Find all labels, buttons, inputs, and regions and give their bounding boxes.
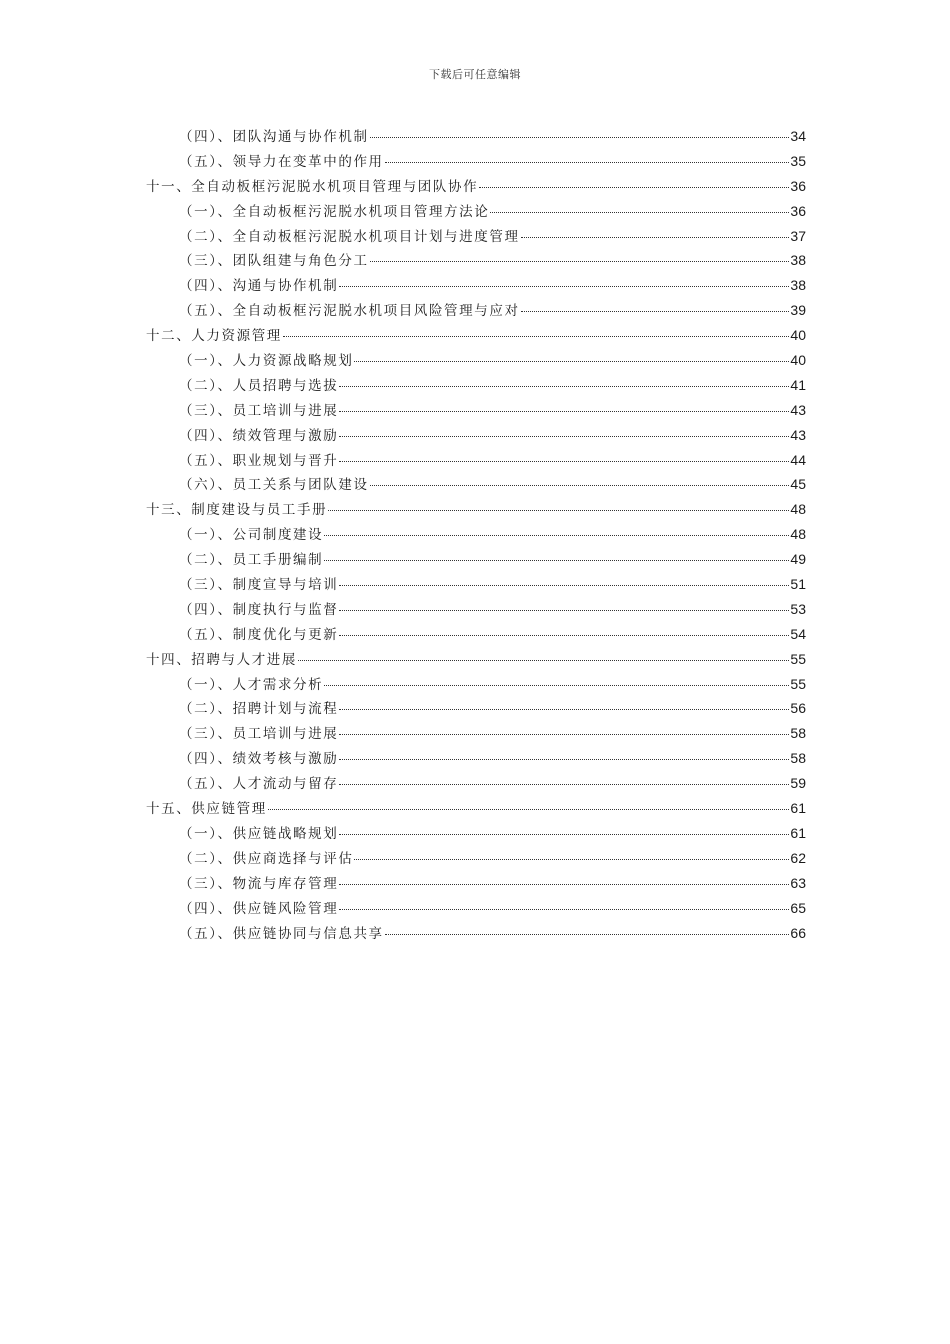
toc-page-number: 43 <box>790 426 806 443</box>
toc-page-number: 65 <box>790 899 806 916</box>
toc-dot-leader <box>385 161 790 163</box>
toc-page-number: 59 <box>790 775 806 792</box>
toc-page-number: 55 <box>790 675 806 692</box>
toc-section-entry[interactable] <box>146 896 806 921</box>
toc-page-number: 44 <box>790 451 806 468</box>
toc-entry-title: （一）、全自动板框污泥脱水机项目管理方法论 <box>179 203 490 220</box>
page-header: 下载后可任意编辑 <box>429 68 521 81</box>
toc-entry-title: （三）、员工培训与进展 <box>179 726 339 743</box>
toc-section-entry[interactable] <box>146 423 806 448</box>
toc-chapter-entry[interactable] <box>146 174 806 199</box>
toc-section-entry[interactable] <box>146 871 806 896</box>
toc-page-number: 61 <box>790 800 806 817</box>
toc-page-number: 54 <box>790 625 806 642</box>
toc-entry-title: （五）、职业规划与晋升 <box>179 452 339 469</box>
toc-dot-leader <box>339 758 789 760</box>
toc-section-entry[interactable] <box>146 298 806 323</box>
toc-dot-leader <box>324 559 789 561</box>
toc-page-number: 58 <box>790 725 806 742</box>
toc-dot-leader <box>354 360 789 362</box>
toc-entry-title: （三）、物流与库存管理 <box>179 875 339 892</box>
toc-entry-title: （五）、全自动板框污泥脱水机项目风险管理与应对 <box>179 303 520 320</box>
toc-entry-title: （四）、沟通与协作机制 <box>179 278 339 295</box>
toc-page-number: 40 <box>790 327 806 344</box>
toc-dot-leader <box>324 534 789 536</box>
toc-dot-leader <box>298 659 789 661</box>
toc-page-number: 49 <box>790 551 806 568</box>
toc-dot-leader <box>339 634 789 636</box>
toc-section-entry[interactable] <box>146 846 806 871</box>
toc-page-number: 38 <box>790 277 806 294</box>
toc-section-entry[interactable] <box>146 547 806 572</box>
toc-entry-title: （一）、人才需求分析 <box>179 676 324 693</box>
toc-dot-leader <box>339 410 789 412</box>
toc-page-number: 48 <box>790 501 806 518</box>
toc-entry-title: （二）、人员招聘与选拔 <box>179 377 339 394</box>
toc-dot-leader <box>370 136 790 138</box>
toc-entry-title: （三）、团队组建与角色分工 <box>179 253 369 270</box>
toc-dot-leader <box>339 285 789 287</box>
toc-page-number: 53 <box>790 600 806 617</box>
toc-section-entry[interactable] <box>146 448 806 473</box>
toc-page-number: 63 <box>790 874 806 891</box>
toc-chapter-entry[interactable] <box>146 323 806 348</box>
toc-dot-leader <box>339 584 789 586</box>
toc-page-number: 56 <box>790 700 806 717</box>
toc-page-number: 51 <box>790 576 806 593</box>
toc-section-entry[interactable] <box>146 821 806 846</box>
toc-dot-leader <box>354 858 789 860</box>
toc-section-entry[interactable] <box>146 398 806 423</box>
toc-entry-title: （四）、绩效管理与激励 <box>179 427 339 444</box>
toc-section-entry[interactable] <box>146 672 806 697</box>
toc-section-entry[interactable] <box>146 746 806 771</box>
toc-page-number: 48 <box>790 526 806 543</box>
toc-entry-title: （一）、供应链战略规划 <box>179 825 339 842</box>
toc-dot-leader <box>324 684 789 686</box>
toc-dot-leader <box>479 186 789 188</box>
toc-section-entry[interactable] <box>146 124 806 149</box>
toc-section-entry[interactable] <box>146 597 806 622</box>
toc-page-number: 66 <box>790 924 806 941</box>
toc-page-number: 37 <box>790 227 806 244</box>
toc-chapter-entry[interactable] <box>146 796 806 821</box>
toc-entry-title: 十二、人力资源管理 <box>146 328 282 345</box>
toc-section-entry[interactable] <box>146 622 806 647</box>
toc-entry-title: 十三、制度建设与员工手册 <box>146 502 328 519</box>
toc-dot-leader <box>268 808 790 810</box>
toc-entry-title: 十五、供应链管理 <box>146 801 267 818</box>
toc-entry-title: （五）、制度优化与更新 <box>179 626 339 643</box>
toc-dot-leader <box>339 460 789 462</box>
toc-entry-title: （五）、人才流动与留存 <box>179 776 339 793</box>
toc-entry-title: （四）、制度执行与监督 <box>179 601 339 618</box>
toc-dot-leader <box>521 310 790 312</box>
toc-section-entry[interactable] <box>146 696 806 721</box>
toc-entry-title: （五）、领导力在变革中的作用 <box>179 153 384 170</box>
toc-entry-title: （四）、团队沟通与协作机制 <box>179 129 369 145</box>
toc-entry-title: （一）、公司制度建设 <box>179 527 324 544</box>
toc-entry-title: （五）、供应链协同与信息共享 <box>179 925 384 942</box>
toc-page-number: 45 <box>790 476 806 493</box>
toc-dot-leader <box>339 708 789 710</box>
toc-section-entry[interactable] <box>146 224 806 249</box>
toc-page-number: 35 <box>790 152 806 169</box>
toc-chapter-entry[interactable] <box>146 497 806 522</box>
toc-dot-leader <box>339 783 789 785</box>
toc-page-number: 58 <box>790 750 806 767</box>
toc-dot-leader <box>339 908 789 910</box>
toc-dot-leader <box>370 484 790 486</box>
toc-entry-title: （二）、全自动板框污泥脱水机项目计划与进度管理 <box>179 228 520 245</box>
toc-page-number: 55 <box>790 650 806 667</box>
toc-entry-title: （三）、制度宣导与培训 <box>179 577 339 594</box>
toc-page-number: 40 <box>790 352 806 369</box>
toc-page-number: 39 <box>790 302 806 319</box>
toc-page-number: 61 <box>790 824 806 841</box>
toc-section-entry[interactable] <box>146 921 806 946</box>
toc-section-entry[interactable] <box>146 522 806 547</box>
toc-section-entry[interactable] <box>146 472 806 497</box>
toc-section-entry[interactable] <box>146 248 806 273</box>
toc-dot-leader <box>339 435 789 437</box>
toc-section-entry[interactable] <box>146 721 806 746</box>
toc-page-number: 36 <box>790 177 806 194</box>
toc-dot-leader <box>521 236 790 238</box>
toc-section-entry[interactable] <box>146 199 806 224</box>
toc-dot-leader <box>490 211 789 213</box>
toc-entry-title: （二）、招聘计划与流程 <box>179 701 339 718</box>
toc-page-number: 38 <box>790 252 806 269</box>
toc-dot-leader <box>339 883 789 885</box>
toc-entry-title: （一）、人力资源战略规划 <box>179 353 354 370</box>
toc-dot-leader <box>385 933 790 935</box>
toc-page-number: 62 <box>790 849 806 866</box>
toc-entry-title: （四）、供应链风险管理 <box>179 900 339 917</box>
toc-page-number: 43 <box>790 401 806 418</box>
toc-page-number: 36 <box>790 202 806 219</box>
toc-dot-leader <box>283 335 790 337</box>
toc-entry-title: （二）、供应商选择与评估 <box>179 850 354 867</box>
table-of-contents <box>146 124 806 945</box>
toc-section-entry[interactable] <box>146 572 806 597</box>
toc-dot-leader <box>370 260 790 262</box>
toc-section-entry[interactable] <box>146 771 806 796</box>
toc-chapter-entry[interactable] <box>146 647 806 672</box>
toc-entry-title: （六）、员工关系与团队建设 <box>179 477 369 494</box>
toc-page-number: 34 <box>790 128 806 144</box>
toc-dot-leader <box>328 509 789 511</box>
toc-dot-leader <box>339 733 789 735</box>
toc-entry-title: （二）、员工手册编制 <box>179 552 324 569</box>
toc-entry-title: 十一、全自动板框污泥脱水机项目管理与团队协作 <box>146 178 479 195</box>
toc-entry-title: 十四、招聘与人才进展 <box>146 651 297 668</box>
toc-section-entry[interactable] <box>146 348 806 373</box>
toc-section-entry[interactable] <box>146 149 806 174</box>
toc-dot-leader <box>339 609 789 611</box>
toc-dot-leader <box>339 833 789 835</box>
toc-dot-leader <box>339 385 789 387</box>
toc-entry-title: （四）、绩效考核与激励 <box>179 751 339 768</box>
toc-page-number: 41 <box>790 376 806 393</box>
toc-entry-title: （三）、员工培训与进展 <box>179 402 339 419</box>
toc-section-entry[interactable] <box>146 273 806 298</box>
toc-section-entry[interactable] <box>146 373 806 398</box>
